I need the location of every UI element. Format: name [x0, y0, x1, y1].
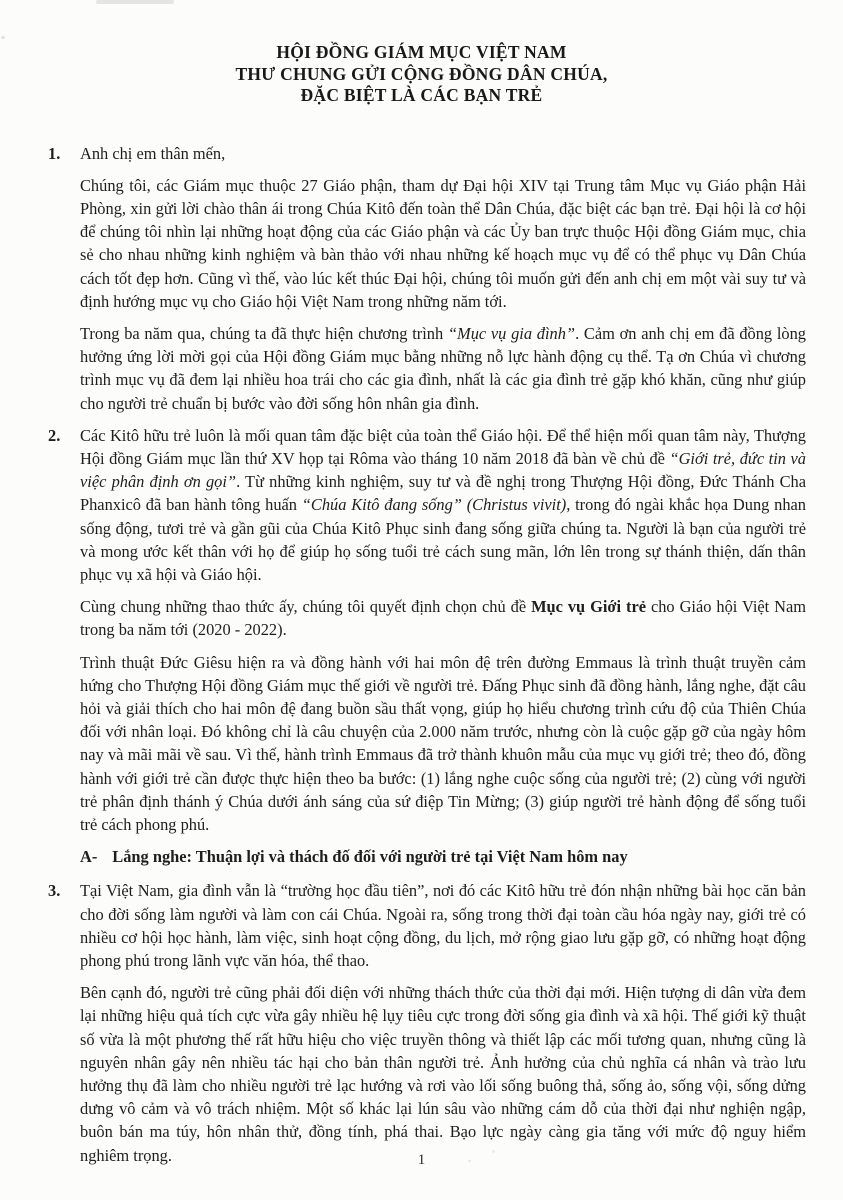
text-run: Trong ba năm qua, chúng ta đã thực hiện chương trình [80, 323, 448, 343]
text-run: Cùng chung những thao thức ấy, chúng tôi quyết định chọn chủ đề [80, 597, 532, 617]
section-heading [80, 845, 806, 868]
text-run: Mục vụ Giới trẻ [531, 597, 647, 617]
text-run: . Cảm ơn anh chị em đã đồng lòng hưởng ứng lời mời gọi của Hội đồng Giám mục bằng những nỗ lực hành động cụ thể. Tạ ơn Chúa vì chương trình mục vụ đã đem lại nhiều hoa trái cho các gia đình, nhất là các gia đình trẻ gặp khó khăn, cũng như giúp cho người trẻ chuẩn bị bước vào đời sống hôn nhân gia đình. [80, 323, 807, 413]
text-run: Bên cạnh đó, người trẻ cũng phải đối diện với những thách thức của thời đại mới. Hiện tượng di dân vừa đem lại những hiệu quả tích cực vừa gây nhiều hệ lụy tiêu cực trong đời sống gia đình và xã hội. Thế giới kỹ thuật số vừa là một phương thế rất hữu hiệu cho việc truyền thông và thiết lập các mối tương quan, nhưng cũng là nguyên nhân gây nên nhiều tác hại cho bản thân người trẻ. Ảnh hưởng của chủ nghĩa cá nhân và trào lưu hưởng thụ đã làm cho nhiều người trẻ lạc hướng và rơi vào lối sống buông thả, sống ảo, sống vội, sống dửng dưng vô cảm và vô trách nhiệm. Một số khác lại lún sâu vào những cám dỗ của thời đại như nghiện ngập, buôn bán ma túy, hôn nhân thử, đồng tính, phá thai. Bạo lực ngày càng gia tăng với mức độ nguy hiểm nghiêm trọng. [80, 983, 806, 1165]
list-number: 2. [48, 425, 61, 445]
list-number: 3. [48, 881, 61, 901]
text-run: Trình thuật Đức Giêsu hiện ra và đồng hành với hai môn đệ trên đường Emmaus là trình thuật truyền cảm hứng cho Thượng Hội đồng Giám mục thế giới về người trẻ. Đấng Phục sinh đã đồng hành, lắng nghe, đặt câu hỏi và giải thích cho hai môn đệ đang buồn sầu thất vọng, giúp họ hiểu chương trình cứu độ của Thiên Chúa đối với nhân loại. Đó không chỉ là câu chuyện của 2.000 năm trước, nhưng còn là cuộc gặp gỡ của ngày hôm nay và mãi mãi về sau. Vì thế, hành trình Emmaus đã trở thành khuôn mẫu của mục vụ giới trẻ; theo đó, đồng hành với giới trẻ cần được thực hiện theo ba bước: (1) lắng nghe cuộc sống của người trẻ; (2) cùng với người trẻ phân định thánh ý Chúa dưới ánh sáng của sứ điệp Tin Mừng; (3) giúp người trẻ hành động để sống tuổi trẻ cách phong phú. [80, 652, 806, 834]
paragraph [80, 174, 806, 313]
text-run: “Chúa Kitô đang sống” (Christus vivit) [301, 495, 567, 515]
numbered-item [48, 142, 806, 165]
text-run: Anh chị em thân mến, [80, 143, 226, 163]
text-run: “Giới trẻ, đức tin và việc phân định ơn gọi” [80, 448, 807, 492]
paragraph [80, 595, 806, 641]
text-run: Lắng nghe: Thuận lợi và thách đố đối với người trẻ tại Việt Nam hôm nay [112, 847, 628, 867]
scan-speck-artifact [1, 36, 5, 39]
title-line-1: HỘI ĐỒNG GIÁM MỤC VIỆT NAM [276, 42, 567, 62]
paragraph [80, 981, 806, 1167]
page-number: 1 [417, 1152, 426, 1168]
document-body [0, 142, 843, 1167]
list-number: 1. [48, 143, 61, 163]
text-run: . Từ những kinh nghiệm, suy tư và đề nghị trong Thượng Hội đồng, Đức Thánh Cha Phanxicô đã ban hành tông huấn [80, 472, 806, 515]
text-run: , trong đó ngài khắc họa Dung nhan sống động, tươi trẻ và gần gũi của Chúa Kitô Phục sinh đang sống giữa chúng ta. Người là bạn của người trẻ và mong ước kết thân với họ để giúp họ sống tuổi trẻ cách sung mãn, lớn lên trong sự thánh thiện, dấn thân phục vụ xã hội và Giáo hội. [80, 495, 806, 584]
document-title [0, 0, 843, 107]
title-line-2: THƯ CHUNG GỬI CỘNG ĐỒNG DÂN CHÚA, [235, 63, 608, 84]
paragraph [80, 651, 806, 837]
text-run: Các Kitô hữu trẻ luôn là mối quan tâm đặc biệt của toàn thể Giáo hội. Để thể hiện mối quan tâm này, Thượng Hội đồng Giám mục lần thứ XV họp tại Rôma vào tháng 10 năm 2018 đã bàn về chủ đề [80, 425, 806, 468]
list-number: A- [80, 847, 98, 867]
numbered-item [48, 424, 807, 586]
text-run: cho Giáo hội Việt Nam trong ba năm tới (2020 - 2022). [80, 597, 807, 640]
numbered-item [48, 879, 806, 972]
text-run: Chúng tôi, các Giám mục thuộc 27 Giáo phận, tham dự Đại hội XIV tại Trung tâm Mục vụ Giáo phận Hải Phòng, xin gửi lời chào thân ái trong Chúa Kitô đến toàn thể Dân Chúa, đặc biệt các bạn trẻ. Đại hội là cơ hội để chúng tôi nhìn lại những hoạt động của các Giáo phận và các Ủy ban trực thuộc Hội đồng Giám mục, chia sẻ cho nhau những kinh nghiệm và bàn thảo với nhau những kế hoạch mục vụ để có thể phục vụ Dân Chúa cách tốt đẹp hơn. Cũng vì thế, vào lúc kết thúc Đại hội, chúng tôi muốn gửi đến anh chị em một vài suy tư và định hướng mục vụ cho Giáo hội Việt Nam trong những năm tới. [80, 175, 806, 311]
text-run: “Mục vụ gia đình” [447, 323, 576, 343]
text-run: Tại Việt Nam, gia đình vẫn là “trường học đầu tiên”, nơi đó các Kitô hữu trẻ đón nhận những bài học căn bản cho đời sống làm người và làm con cái Chúa. Ngoài ra, sống trong thời đại toàn cầu hóa ngày nay, giới trẻ có nhiều cơ hội học hành, làm việc, sinh hoạt cộng đồng, du lịch, mở rộng giao lưu gặp gỡ, có những hoạt động phong phú trong lãnh vực văn hóa, thể thao. [80, 881, 806, 970]
scan-smudge-artifact [96, 0, 174, 4]
paragraph [80, 322, 806, 415]
title-line-3: ĐẶC BIỆT LÀ CÁC BẠN TRẺ [300, 85, 543, 105]
